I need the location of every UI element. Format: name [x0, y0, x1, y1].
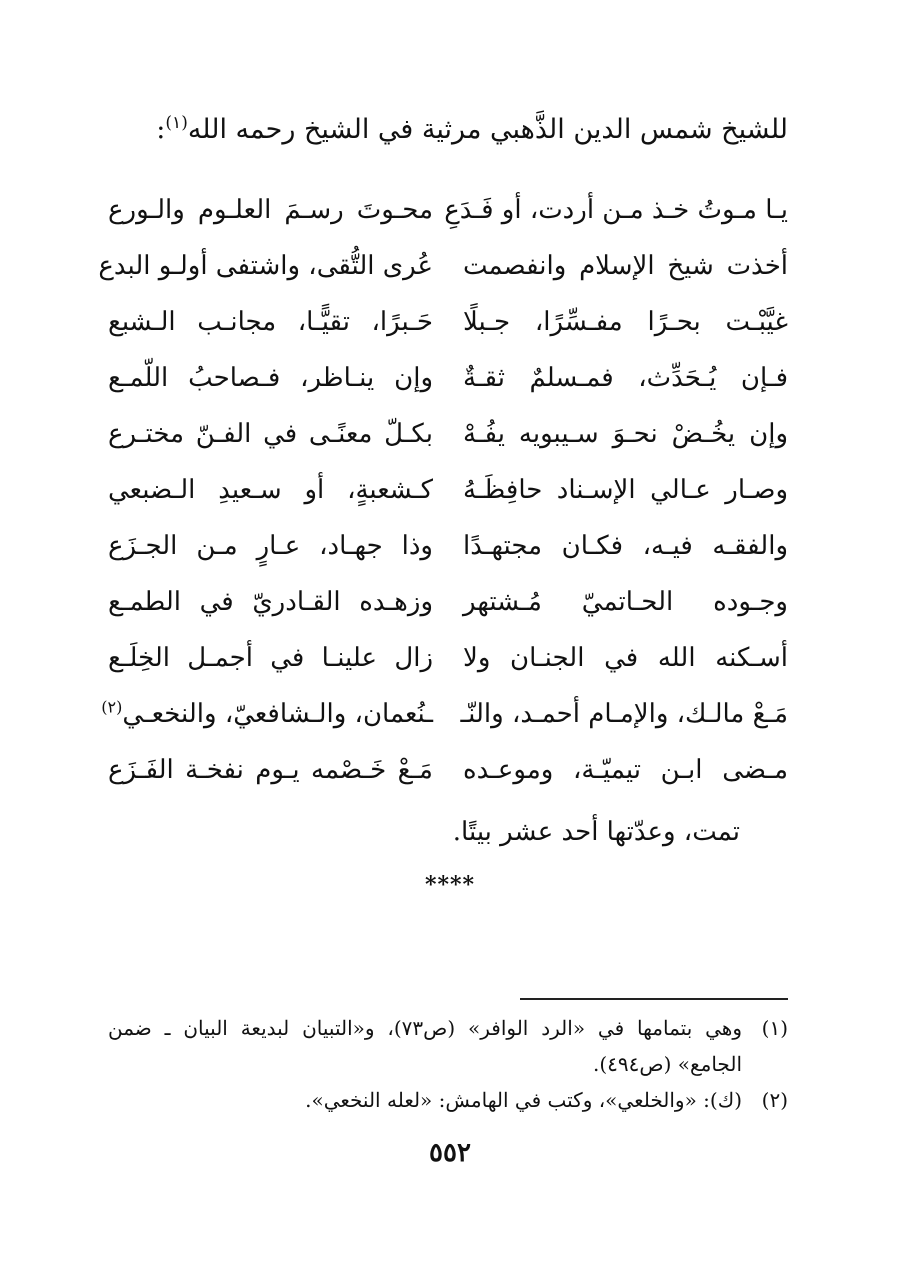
verse-second-hemistich [108, 638, 433, 678]
verse-first-hemistich: مـضى ابـن تيميّـة، وموعـده [463, 755, 788, 785]
footnote-divider [520, 998, 788, 1000]
verse-second-hemistich [108, 470, 433, 510]
hemistich-text: عُرى التُّقى، واشتفى أولـو البدع [98, 251, 433, 281]
verse-first-hemistich: أخذت شيخ الإسلام وانفصمت [463, 251, 788, 281]
footnote-text: وهي بتمامها في «الرد الوافر» (ص٧٣)، و«التبيان لبديعة البيان ـ ضمن الجامع» (ص٤٩٤). [108, 1016, 743, 1076]
verse-second-hemistich [98, 246, 433, 286]
page-number: ٥٥٢ [429, 1138, 471, 1168]
poem [98, 182, 788, 798]
footnote-marker-2[interactable]: (٢) [101, 697, 123, 717]
verse-line [108, 574, 788, 630]
hemistich-text: زال علينـا في أجمـل الخِلَـع [108, 643, 433, 673]
verse-first-hemistich: غيَّبْـت بحـرًا مفـسِّرًا، جـبلًا [463, 307, 788, 337]
verse-second-hemistich [108, 358, 433, 398]
verse-line [108, 630, 788, 686]
intro-text: للشيخ شمس الدين الذَّهبي مرثية في الشيخ رحمه الله [187, 114, 788, 145]
hemistich-text: حَـبرًا، تقيًّـا، مجانـب الـشبع [108, 307, 433, 337]
verse-first-hemistich: وصـار عـالي الإسـناد حافِظَـهُ [463, 475, 788, 505]
verse-line [108, 742, 788, 798]
verse-second-hemistich [108, 582, 433, 622]
verse-line [108, 518, 788, 574]
verse-second-hemistich [108, 750, 433, 790]
verse-line [101, 686, 788, 742]
intro-line [112, 108, 788, 152]
intro-colon: : [156, 114, 166, 145]
hemistich-text: ـنُعمان، والـشافعيّ، والنخعـي [122, 699, 433, 729]
section-separator: **** [424, 872, 476, 898]
hemistich-text: وإن ينـاظر، فـصاحبُ اللّمـع [108, 363, 433, 393]
verse-first-hemistich: والفقـه فيـه، فكـان مجتهـدًا [463, 531, 788, 561]
verse-line [108, 406, 788, 462]
hemistich-text: مَـعْ خَـصْمه يـوم نفخـة الفَـزَع [108, 755, 433, 785]
footnote-2 [108, 1082, 788, 1118]
verse-second-hemistich [108, 526, 433, 566]
verse-first-hemistich: وإن يخُـضْ نحـوَ سـيبويه يفُـهْ [463, 419, 788, 449]
verse-line [98, 238, 788, 294]
verse-line [108, 182, 788, 238]
footnote-1 [108, 1010, 788, 1082]
hemistich-text: وزهـده القـادريّ في الطمـع [108, 587, 433, 617]
verse-second-hemistich [108, 414, 433, 454]
hemistich-text: بكـلّ معنًـى في الفـنّ مختـرع [108, 419, 433, 449]
verse-first-hemistich: يـا مـوتُ خـذ مـن أردت، أو فَـدَعِ [444, 195, 788, 225]
verse-line [108, 350, 788, 406]
verse-line [108, 294, 788, 350]
closing-note: تمت، وعدّتها أحد عشر بيتًا. [452, 817, 740, 847]
verse-first-hemistich: وجـوده الحـاتميّ مُـشتهر [463, 587, 788, 617]
verse-first-hemistich: أسـكنه الله في الجنـان ولا [463, 643, 788, 673]
verse-line [108, 462, 788, 518]
footnote-marker-1[interactable]: (١) [165, 113, 188, 133]
verse-first-hemistich: فـإن يُـحَدِّث، فمـسلمٌ ثقـةٌ [463, 363, 788, 393]
hemistich-text: كـشعبةٍ، أو سـعيدِ الـضبعي [108, 475, 433, 505]
hemistich-text: محـوتَ رسـمَ العلـوم والـورع [108, 195, 433, 225]
verse-second-hemistich [108, 190, 433, 230]
footnotes [108, 1010, 788, 1118]
verse-second-hemistich [101, 694, 433, 734]
verse-first-hemistich: مَـعْ مالـك، والإمـام أحمـد، والنّـ [460, 699, 788, 729]
hemistich-text: وذا جهـاد، عـارٍ مـن الجـزَع [108, 531, 433, 561]
footnote-text: (ك): «والخلعي»، وكتب في الهامش: «لعله النخعي». [305, 1088, 742, 1112]
verse-second-hemistich [108, 302, 433, 342]
footnote-number: (٢) [761, 1088, 788, 1112]
footnote-number: (١) [761, 1016, 788, 1040]
